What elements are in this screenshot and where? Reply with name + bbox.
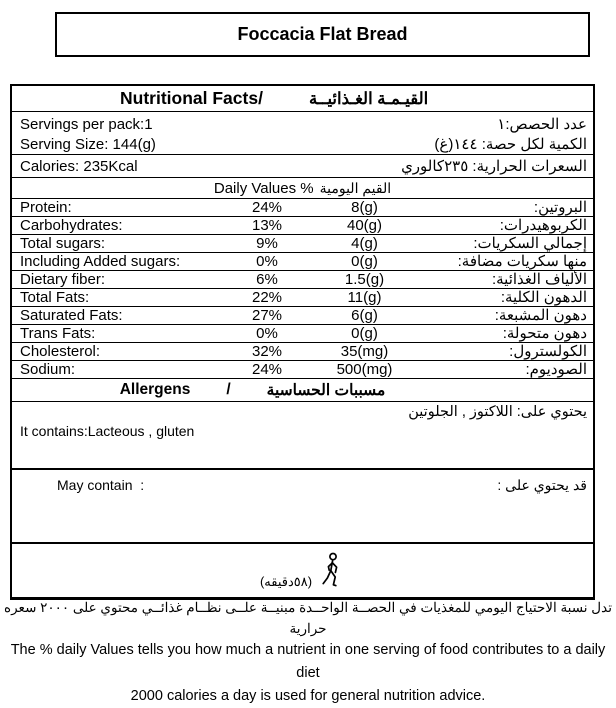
daily-values-header-ar: القيم اليومية [319, 179, 392, 196]
nutrient-name-en: Total sugars: [20, 235, 106, 252]
nutrient-name-en: Including Added sugars: [20, 253, 181, 270]
servings-cell [12, 112, 593, 155]
nutrient-row [12, 361, 593, 379]
allergen-contains-cell [12, 402, 593, 470]
servings-per-pack-ar: عدد الحصص:١ [497, 116, 587, 133]
nutrient-name-ar: الدهون الكلية: [500, 289, 587, 306]
allergens-header-separator: / [226, 381, 231, 398]
nutrient-name-ar: الكربوهيدرات: [499, 217, 587, 234]
footnote [0, 597, 616, 708]
nutrient-amount: 1.5(g) [344, 271, 385, 288]
nutrient-name-ar: دهون المشبعة: [494, 307, 587, 324]
footnote-en-line2: 2000 calories a day is used for general nutrition advice. [130, 688, 486, 704]
nutrition-facts-header [12, 86, 593, 112]
serving-size-en: Serving Size: 144(g) [20, 135, 156, 153]
calories-ar: السعرات الحرارية: ٢٣٥كالوري [401, 158, 587, 175]
nutrient-amount: 4(g) [351, 235, 378, 252]
nutrient-name-en: Dietary fiber: [20, 271, 106, 288]
nutrient-daily-value-percent: 6% [256, 271, 278, 288]
nutrient-row [12, 253, 593, 271]
allergen-contains-en: It contains:Lacteous , gluten [20, 423, 195, 439]
nutrient-daily-value-percent: 27% [251, 307, 283, 324]
serving-size-ar: الكمية لكل حصة: ١٤٤(غ) [434, 136, 587, 153]
product-title: Foccacia Flat Bread [237, 24, 408, 44]
nutrient-row [12, 325, 593, 343]
daily-values-header-en: Daily Values % [213, 179, 314, 197]
nutrient-name-en: Cholesterol: [20, 343, 101, 360]
activity-duration-label: (٥٨دقيقه) [259, 574, 313, 589]
footnote-ar: تدل نسبة الاحتياج اليومي للمغذيات في الحصــة الواحــدة مبنيــة علــى نظــام غذائــي محتوي على ٢٠٠٠ سعره حرارية [4, 600, 612, 636]
nutrient-daily-value-percent: 13% [251, 217, 283, 234]
nutrition-facts-table [10, 84, 595, 600]
nutrition-facts-header-ar: القيـمـة الغـذائيــة [308, 89, 429, 108]
nutrient-name-en: Total Fats: [20, 289, 90, 306]
walking-person-icon [318, 552, 345, 593]
nutrient-amount: 40(g) [346, 217, 383, 234]
footnote-en-line1: The % daily Values tells you how much a nutrient in one serving of food contributes to a daily diet [10, 642, 606, 681]
nutrient-row [12, 217, 593, 235]
nutrient-name-ar: إجمالي السكريات: [473, 235, 587, 252]
nutrient-amount: 0(g) [351, 325, 378, 342]
nutrient-name-ar: الصوديوم: [525, 361, 587, 378]
nutrient-name-en: Carbohydrates: [20, 217, 123, 234]
nutrient-row [12, 199, 593, 217]
nutrient-name-ar: دهون متحولة: [502, 325, 587, 342]
nutrient-name-ar: الكولسترول: [509, 343, 587, 360]
nutrient-name-ar: الألياف الغذائية: [491, 271, 587, 288]
allergen-contains-ar: يحتوي على: اللاكتوز , الجلوتين [408, 404, 587, 420]
nutrient-daily-value-percent: 0% [256, 253, 278, 270]
nutrient-daily-value-percent: 24% [251, 199, 283, 216]
nutrient-row [12, 271, 593, 289]
nutrient-amount: 35(mg) [340, 343, 389, 360]
allergens-header [12, 379, 593, 402]
nutrient-daily-value-percent: 0% [256, 325, 278, 342]
nutrient-amount: 0(g) [351, 253, 378, 270]
nutrient-row [12, 343, 593, 361]
may-contain-cell [12, 470, 593, 544]
calories-en: Calories: 235Kcal [20, 157, 138, 175]
nutrient-daily-value-percent: 24% [251, 361, 283, 378]
servings-per-pack-line [18, 114, 587, 134]
nutrition-facts-header-en: Nutritional Facts/ [120, 88, 263, 108]
allergens-header-ar: مسببات الحساسية [266, 381, 386, 399]
may-contain-ar: قد يحتوي على : [497, 477, 587, 493]
nutrient-name-en: Sodium: [20, 361, 76, 378]
nutrient-row [12, 289, 593, 307]
allergens-header-en: Allergens [119, 381, 191, 398]
nutrient-daily-value-percent: 9% [256, 235, 278, 252]
product-title-box [55, 12, 590, 57]
nutrient-daily-value-percent: 22% [251, 289, 283, 306]
nutrient-row [12, 235, 593, 253]
serving-size-line [18, 134, 587, 154]
nutrient-name-en: Saturated Fats: [20, 307, 123, 324]
nutrient-amount: 6(g) [351, 307, 378, 324]
nutrient-name-en: Protein: [20, 199, 72, 216]
servings-per-pack-en: Servings per pack:1 [20, 115, 153, 133]
nutrient-name-en: Trans Fats: [20, 325, 96, 342]
nutrient-name-ar: منها سكريات مضافة: [457, 253, 587, 270]
calories-row [12, 155, 593, 178]
nutrient-row [12, 307, 593, 325]
nutrient-amount: 8(g) [351, 199, 378, 216]
nutrient-amount: 500(mg) [336, 361, 393, 378]
may-contain-en: May contain : [57, 477, 145, 493]
nutrient-amount: 11(g) [347, 289, 382, 306]
activity-equivalence-cell [12, 544, 593, 597]
daily-values-header-row [12, 178, 593, 199]
nutrient-name-ar: البروتين: [533, 199, 587, 216]
nutrients-list [12, 199, 593, 379]
nutrient-daily-value-percent: 32% [251, 343, 283, 360]
